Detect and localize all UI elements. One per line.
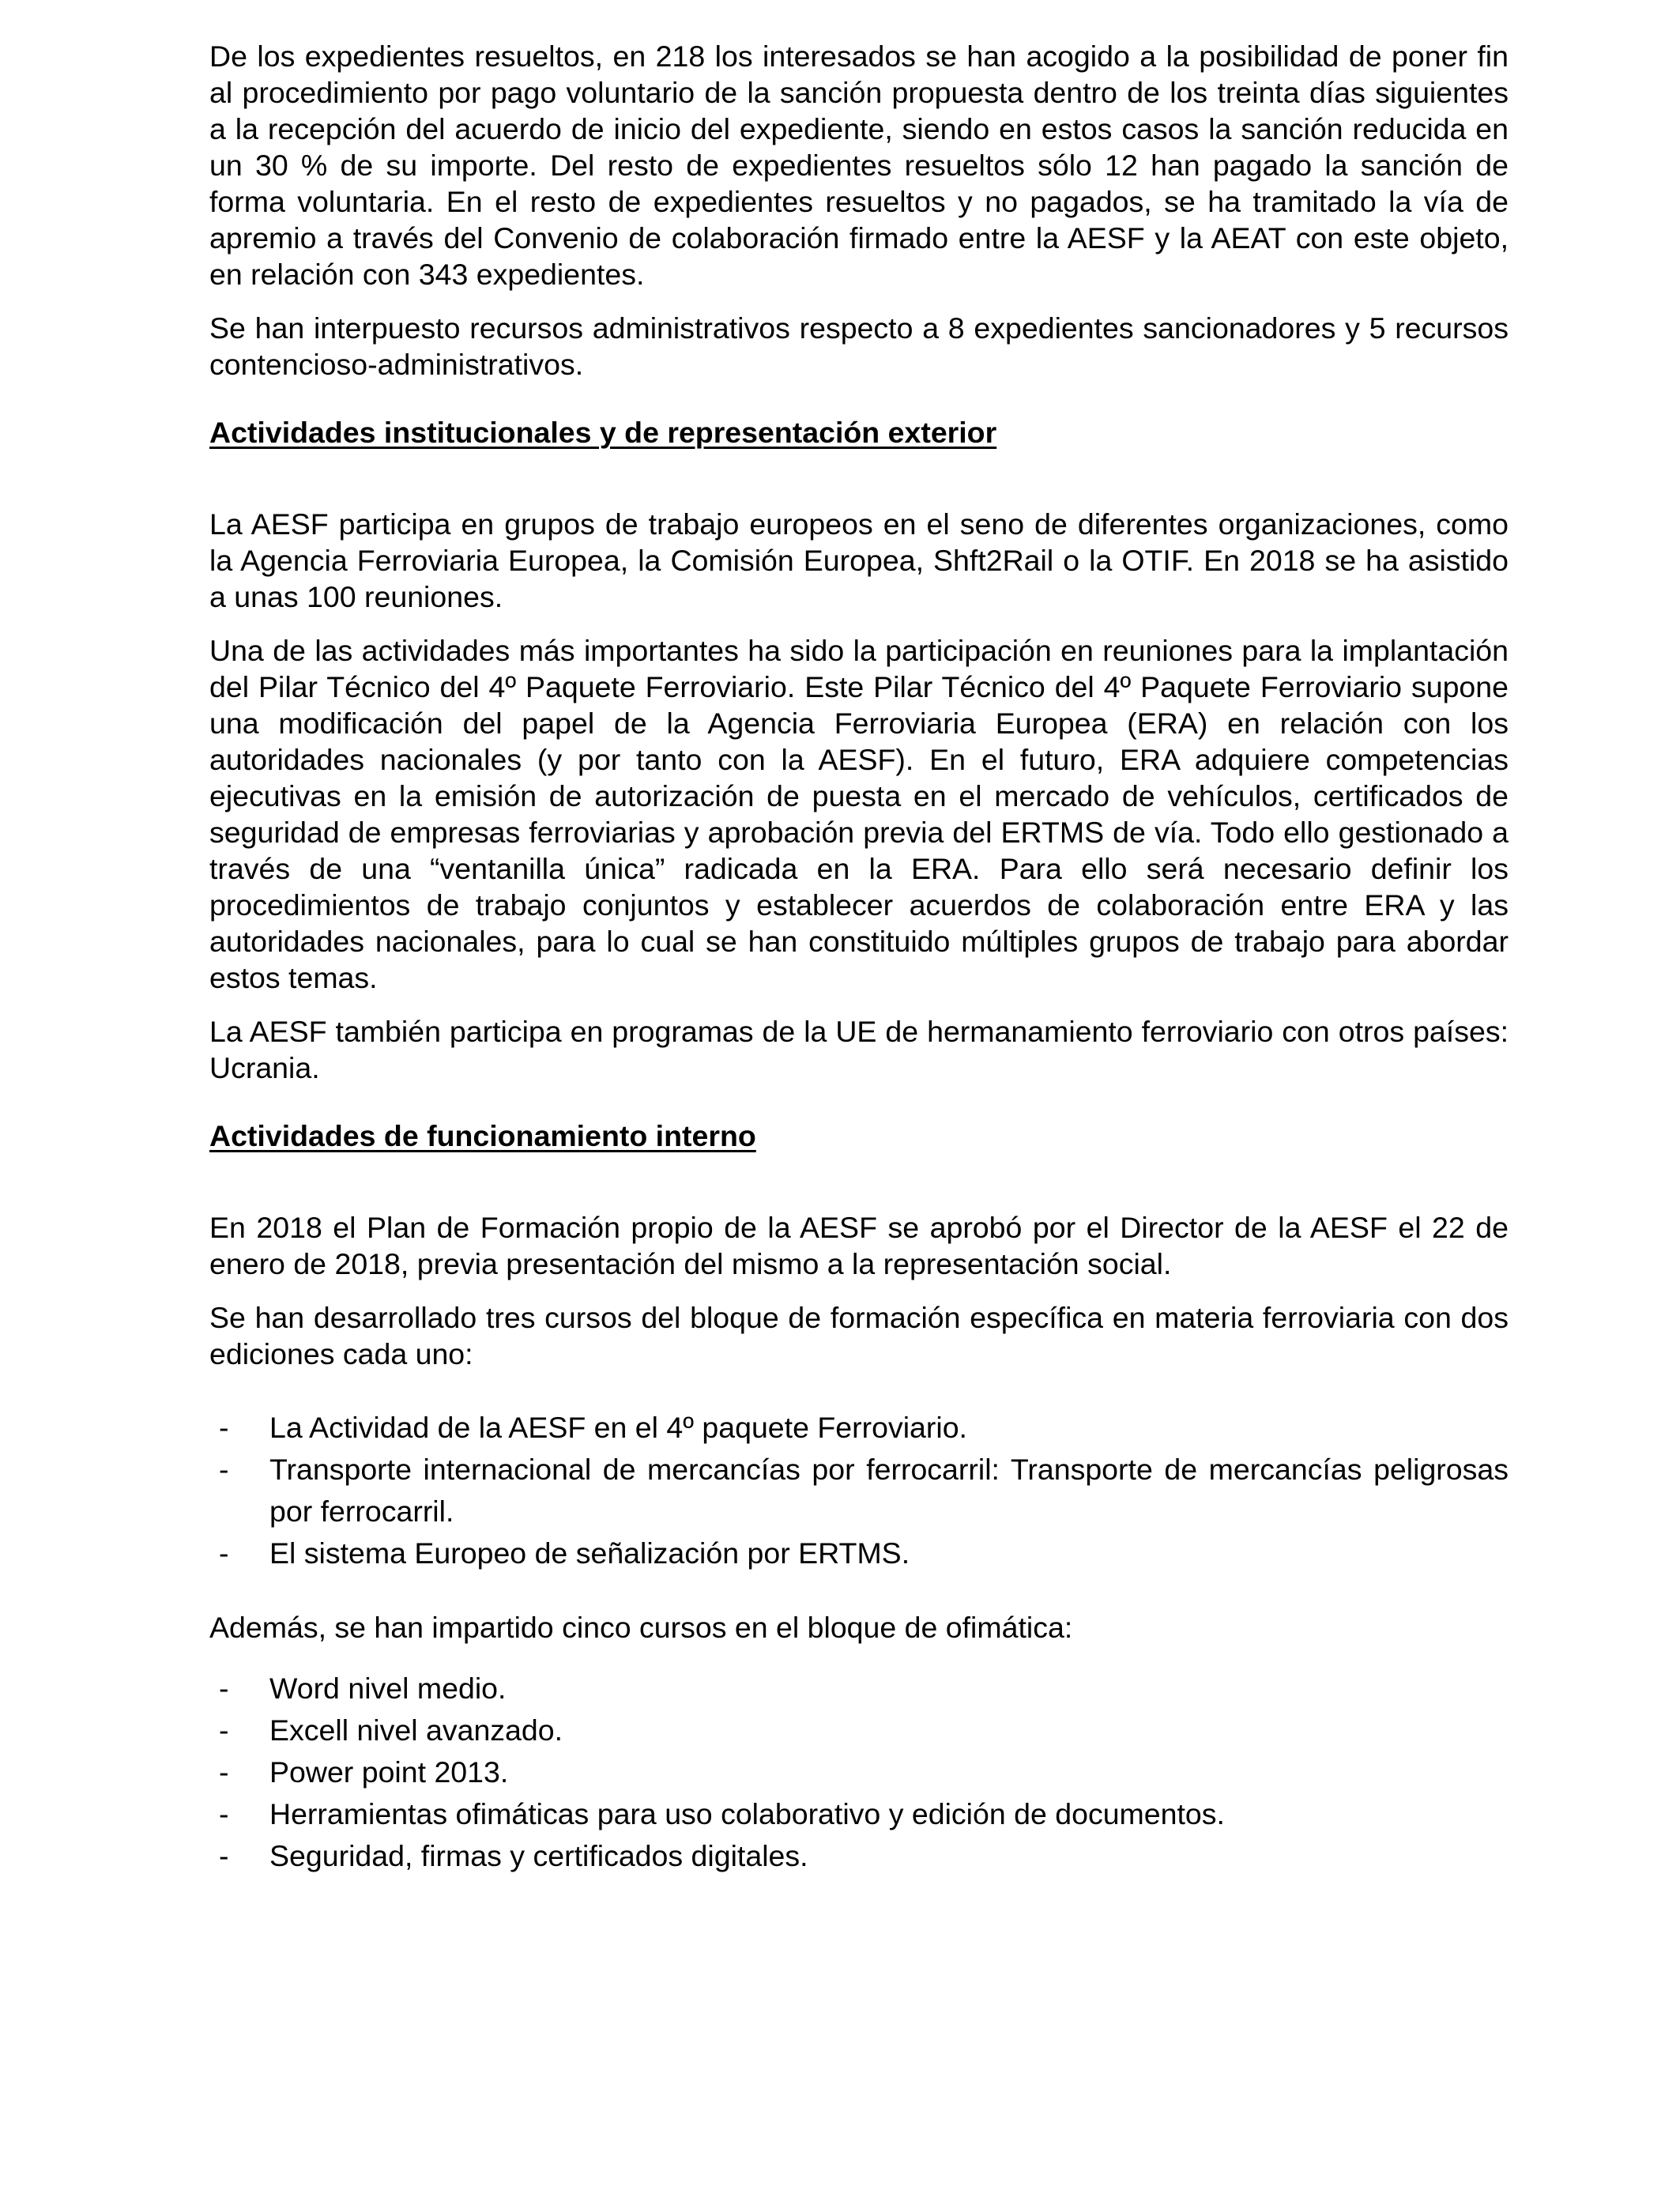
list-item: - Herramientas ofimáticas para uso colaborativo y edición de documentos.: [209, 1793, 1509, 1835]
list-item: - Power point 2013.: [209, 1751, 1509, 1793]
heading-actividades-institucionales: Actividades institucionales y de representación exterior: [209, 416, 997, 449]
paragraph-cursos-ferroviarios: Se han desarrollado tres cursos del bloque de formación específica en materia ferroviaria con dos ediciones cada uno:: [209, 1301, 1509, 1370]
list-cursos-ofimatica: [209, 1668, 1509, 1877]
list-cursos-ferroviarios: [209, 1407, 1509, 1574]
paragraph-grupos-trabajo: La AESF participa en grupos de trabajo europeos en el seno de diferentes organizaciones, como la Agencia Ferroviaria Europea, la Comisión Europea, Shft2Rail o la OTIF. En 2018 se ha asistido a unas 100 reuniones.: [209, 507, 1509, 613]
list-item: - Excell nivel avanzado.: [209, 1710, 1509, 1751]
list-item: - Transporte internacional de mercancías por ferrocarril: Transporte de mercancías peligrosas por ferrocarril.: [209, 1449, 1509, 1532]
document-page: [209, 38, 1509, 1877]
list-item: - Seguridad, firmas y certificados digitales.: [209, 1835, 1509, 1877]
heading-funcionamiento-interno: Actividades de funcionamiento interno: [209, 1119, 756, 1152]
paragraph-expedientes-resueltos: De los expedientes resueltos, en 218 los interesados se han acogido a la posibilidad de poner fin al procedimiento por pago voluntario de la sanción propuesta dentro de los treinta días siguientes a la recepción del acuerdo de inicio del expediente, siendo en estos casos la sanción reducida en un 30 % de su importe. Del resto de expedientes resueltos sólo 12 han pagado la sanción de forma voluntaria. En el resto de expedientes resueltos y no pagados, se ha tramitado la vía de apremio a través del Convenio de colaboración firmado entre la AESF y la AEAT con este objeto, en relación con 343 expedientes.: [209, 40, 1509, 291]
list-item: - Word nivel medio.: [209, 1668, 1509, 1710]
list-item: - La Actividad de la AESF en el 4º paquete Ferroviario.: [209, 1407, 1509, 1449]
paragraph-recursos: Se han interpuesto recursos administrativos respecto a 8 expedientes sancionadores y 5 recursos contencioso-administrativos.: [209, 311, 1509, 381]
paragraph-pilar-tecnico: Una de las actividades más importantes ha sido la participación en reuniones para la implantación del Pilar Técnico del 4º Paquete Ferroviario. Este Pilar Técnico del 4º Paquete Ferroviario supone una modificación del papel de la Agencia Ferroviaria Europea (ERA) en relación con los autoridades nacionales (y por tanto con la AESF). En el futuro, ERA adquiere competencias ejecutivas en la emisión de autorización de puesta en el mercado de vehículos, certificados de seguridad de empresas ferroviarias y aprobación previa del ERTMS de vía. Todo ello gestionado a través de una “ventanilla única” radicada en la ERA. Para ello será necesario definir los procedimientos de trabajo conjuntos y establecer acuerdos de colaboración entre ERA y las autoridades nacionales, para lo cual se han constituido múltiples grupos de trabajo para abordar estos temas.: [209, 634, 1509, 994]
paragraph-cursos-ofimatica: Además, se han impartido cinco cursos en el bloque de ofimática:: [209, 1611, 1073, 1644]
list-item: - El sistema Europeo de señalización por ERTMS.: [209, 1532, 1509, 1574]
paragraph-plan-formacion: En 2018 el Plan de Formación propio de la AESF se aprobó por el Director de la AESF el 22 de enero de 2018, previa presentación del mismo a la representación social.: [209, 1211, 1509, 1280]
paragraph-hermanamiento: La AESF también participa en programas de la UE de hermanamiento ferroviario con otros países: Ucrania.: [209, 1015, 1509, 1084]
